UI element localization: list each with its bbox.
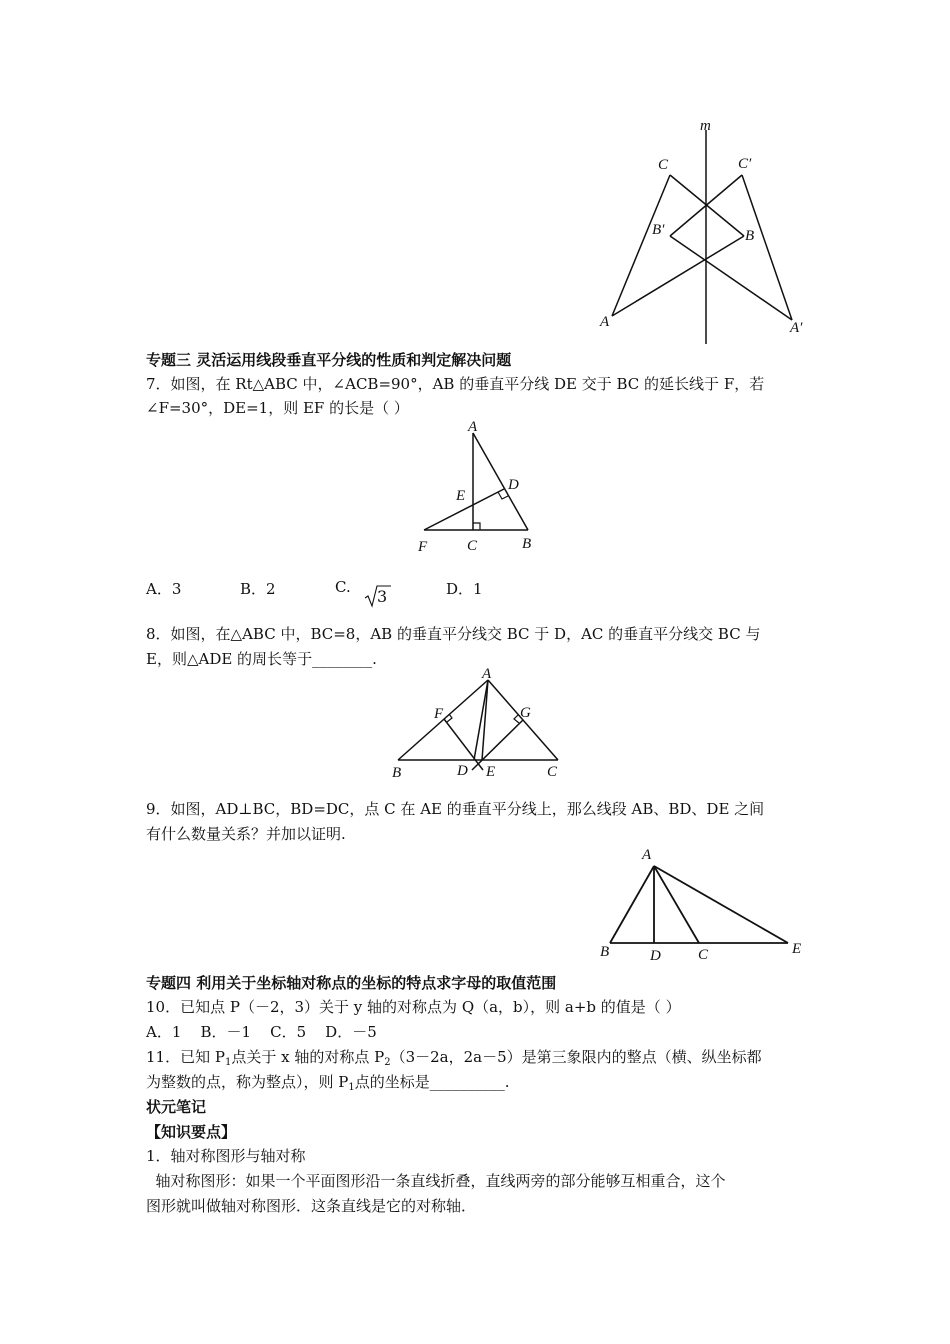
q9-label-b: B xyxy=(600,944,610,960)
q7-option-a: A．3 xyxy=(146,580,182,598)
q7-option-b: B．2 xyxy=(240,580,276,598)
q7-option-c-radicand: 3 xyxy=(377,587,388,606)
q11-line2-post: 点的坐标是__________. xyxy=(354,1073,510,1091)
q7-label-d: D xyxy=(508,477,519,493)
q7-option-c: C. xyxy=(335,578,351,596)
q8-label-f: F xyxy=(434,706,444,722)
q11-pre: 11．已知 P xyxy=(146,1048,225,1066)
figure-q9 xyxy=(594,842,810,966)
notes-def-line2: 图形就叫做轴对称图形．这条直线是它的对称轴． xyxy=(146,1197,477,1215)
q9-label-e: E xyxy=(792,941,802,957)
q7-label-e: E xyxy=(456,488,466,504)
q11-sub1: 1 xyxy=(224,1057,232,1068)
q11-line2-pre: 为整数的点，称为整点），则 P xyxy=(146,1073,349,1091)
q7-line2: ∠F=30°，DE=1，则 EF 的长是（ ） xyxy=(146,399,409,417)
figure-q8 xyxy=(386,666,566,784)
q10-line1: 10．已知点 P（－2，3）关于 y 轴的对称点为 Q（a，b），则 a+b 的值是（ ） xyxy=(146,998,681,1016)
q7-label-a: A xyxy=(468,419,478,435)
fig1-label-c: C xyxy=(658,157,669,173)
fig1-label-c-prime: C′ xyxy=(738,156,752,172)
q8-line1: 8．如图，在△ABC 中，BC=8，AB 的垂直平分线交 BC 于 D，AC 的垂直平分线交 BC 与 xyxy=(146,625,761,643)
section4-title: 专题四 利用关于坐标轴对称点的坐标的特点求字母的取值范围 xyxy=(146,974,557,992)
notes-def-line1: 轴对称图形：如果一个平面图形沿一条直线折叠，直线两旁的部分能够互相重合，这个 xyxy=(146,1172,726,1190)
q9-label-a: A xyxy=(642,847,652,863)
notes-title: 状元笔记 xyxy=(146,1098,207,1116)
q11-line2-sub: 1 xyxy=(348,1082,355,1093)
q11-line1 xyxy=(146,1046,762,1074)
fig1-label-b-prime: B′ xyxy=(652,222,665,238)
q8-label-a: A xyxy=(482,666,492,682)
q8-label-g: G xyxy=(520,705,531,721)
q8-label-d: D xyxy=(457,763,468,779)
q9-line2: 有什么数量关系？并加以证明. xyxy=(146,825,346,843)
q7-label-c: C xyxy=(467,538,478,554)
section3-title: 专题三 灵活运用线段垂直平分线的性质和判定解决问题 xyxy=(146,351,512,369)
q11-mid: 点关于 x 轴的对称点 P xyxy=(231,1048,385,1066)
q9-label-c: C xyxy=(698,947,709,963)
notes-point1: 1．轴对称图形与轴对称 xyxy=(146,1147,306,1165)
q8-label-b: B xyxy=(392,765,402,781)
q7-line1: 7．如图，在 Rt△ABC 中，∠ACB=90°，AB 的垂直平分线 DE 交于 BC 的延长线于 F，若 xyxy=(146,375,765,393)
q11-line2 xyxy=(146,1071,510,1099)
q8-label-e: E xyxy=(486,764,496,780)
q8-line2: E，则△ADE 的周长等于________. xyxy=(146,650,377,668)
fig1-label-b: B xyxy=(745,228,755,244)
q7-label-f: F xyxy=(418,539,428,555)
q11-sub2: 2 xyxy=(384,1057,391,1068)
fig1-label-a: A xyxy=(600,314,610,330)
figure-q7 xyxy=(414,417,544,557)
figure-axial-symmetry xyxy=(590,116,820,348)
q8-label-c: C xyxy=(547,764,558,780)
q9-label-d: D xyxy=(650,948,661,964)
fig1-label-a-prime: A′ xyxy=(790,320,803,336)
q7-label-b: B xyxy=(522,536,532,552)
q9-line1: 9．如图，AD⊥BC，BD=DC，点 C 在 AE 的垂直平分线上，那么线段 AB、BD、DE 之间 xyxy=(146,800,765,818)
q11-post: （3－2a，2a－5）是第三象限内的整点（横、纵坐标都 xyxy=(390,1048,762,1066)
q10-options: A．1 B．－1 C．5 D．－5 xyxy=(146,1023,377,1041)
notes-subtitle: 【知识要点】 xyxy=(146,1123,237,1141)
q7-option-d: D．1 xyxy=(446,580,483,598)
fig1-label-m: m xyxy=(700,118,711,134)
